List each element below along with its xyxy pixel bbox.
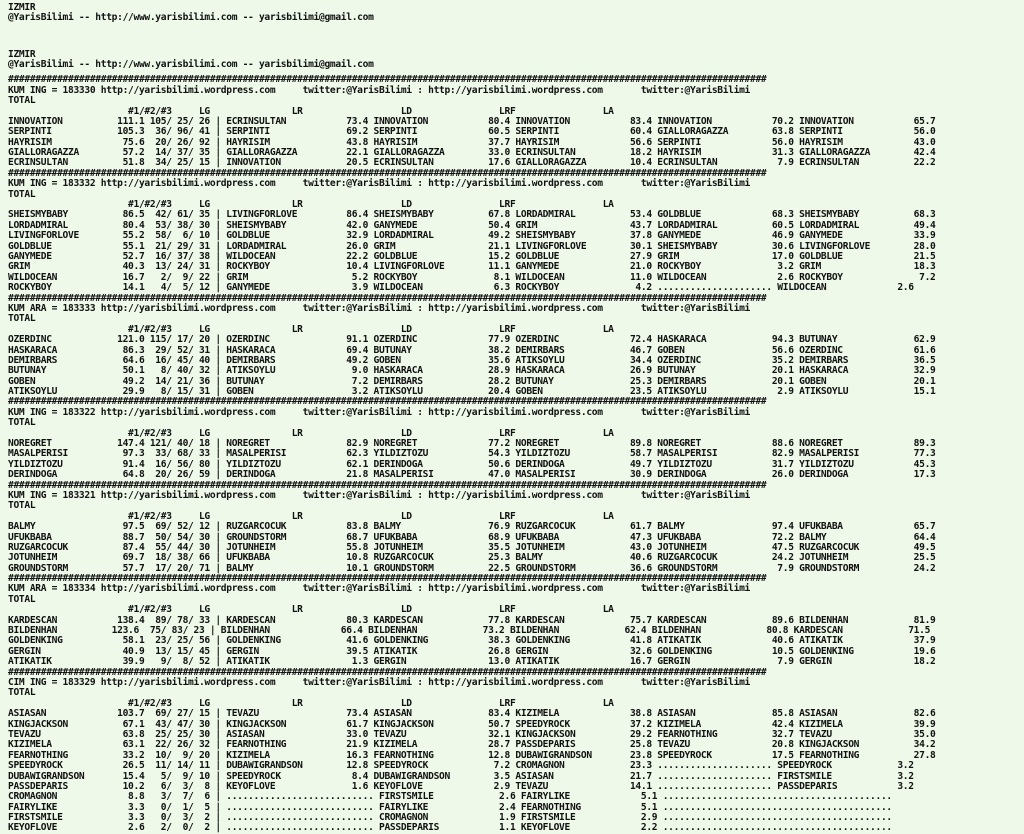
separator-line: ########################################################################################################################################### xyxy=(8,479,767,491)
result-row: DUBAWIGRANDSON 15.4 5/ 9/ 10 | SPEEDYROCK 8.4 DUBAWIGRANDSON 3.5 ASIASAN 21.7 ..................... FIRSTSMILE 3.2 xyxy=(8,770,914,782)
contact-line: @YarisBilimi -- http://www.yarisbilimi.com -- yarisbilimi@gmail.com xyxy=(8,58,374,70)
race-block xyxy=(8,294,1016,398)
result-row: MASALPERISI 97.3 33/ 68/ 33 | MASALPERISI 62.3 YILDIZTOZU 54.3 YILDIZTOZU 58.7 MASALPERISI 82.9 MASALPERISI 77.3 xyxy=(8,448,936,460)
race-block xyxy=(8,668,1016,834)
result-row: BALMY 97.5 69/ 52/ 12 | RUZGARCOCUK 83.8 BALMY 76.9 RUZGARCOCUK 61.7 BALMY 97.4 UFUKBABA 65.7 xyxy=(8,521,936,533)
separator-line: ########################################################################################################################################### xyxy=(8,396,767,408)
column-header: #1/#2/#3 LG LR LD LRF LA xyxy=(8,604,614,616)
race-title: KUM ING = 183330 http://yarisbilimi.wordpress.com twitter:@YarisBilimi : http://yarisbilimi.wordpress.com twitter:@YarisBilimi xyxy=(8,84,751,96)
result-row: GOLDENKING 58.1 23/ 25/ 56 | GOLDENKING 41.6 GOLDENKING 38.3 GOLDENKING 41.8 ATIKATIK 40.6 ATIKATIK 37.9 xyxy=(8,635,936,647)
result-row: GIALLORAGAZZA 57.2 14/ 37/ 35 | GIALLORAGAZZA 22.1 GIALLORAGAZZA 33.0 ECRINSULTAN 18.2 HAYRISIM 31.3 GIALLORAGAZZA 42.4 xyxy=(8,147,936,159)
result-row: NOREGRET 147.4 121/ 40/ 18 | NOREGRET 82.9 NOREGRET 77.2 NOREGRET 89.8 NOREGRET 88.6 NOREGRET 89.3 xyxy=(8,438,936,450)
result-row: GOLDBLUE 55.1 21/ 29/ 31 | LORDADMIRAL 26.0 GRIM 21.1 LIVINGFORLOVE 30.1 SHEISMYBABY 30.6 LIVINGFORLOVE 28.0 xyxy=(8,240,936,252)
result-row: OZERDINC 121.0 115/ 17/ 20 | OZERDINC 91.1 OZERDINC 77.9 OZERDINC 72.4 HASKARACA 94.3 BUTUNAY 62.9 xyxy=(8,334,936,346)
result-row: SHEISMYBABY 86.5 42/ 61/ 35 | LIVINGFORLOVE 86.4 SHEISMYBABY 67.8 LORDADMIRAL 53.4 GOLDBLUE 68.3 SHEISMYBABY 68.3 xyxy=(8,209,936,221)
result-row: DERINDOGA 64.8 20/ 26/ 59 | DERINDOGA 21.8 MASALPERISI 47.0 MASALPERISI 30.9 DERINDOGA 26.0 DERINDOGA 17.3 xyxy=(8,469,936,481)
column-header: #1/#2/#3 LG LR LD LRF LA xyxy=(8,199,614,211)
city-title: IZMIR xyxy=(8,2,36,13)
separator-line: ########################################################################################################################################### xyxy=(8,167,767,179)
race-block xyxy=(8,397,1016,480)
contact-line: @YarisBilimi -- http://www.yarisbilimi.com -- yarisbilimi@gmail.com xyxy=(8,12,374,24)
result-row: PASSDEPARIS 10.2 6/ 3/ 8 | KEYOFLOVE 1.6 KEYOFLOVE 2.9 TEVAZU 14.1 ..................... PASSDEPARIS 3.2 xyxy=(8,780,914,792)
result-row: FIRSTSMILE 3.3 0/ 3/ 2 | ........................... CROMAGNON 1.9 FIRSTSMILE 2.9 .......................................... xyxy=(8,812,892,824)
race-title: KUM ING = 183332 http://yarisbilimi.wordpress.com twitter:@YarisBilimi : http://yarisbilimi.wordpress.com twitter:@YarisBilimi xyxy=(8,178,751,190)
separator-line: ########################################################################################################################################### xyxy=(8,74,767,86)
result-row: WILDOCEAN 16.7 2/ 9/ 22 | GRIM 5.2 ROCKYBOY 8.1 WILDOCEAN 11.0 WILDOCEAN 2.6 ROCKYBOY 7.2 xyxy=(8,271,936,283)
result-row: KINGJACKSON 67.1 43/ 47/ 30 | KINGJACKSON 61.7 KINGJACKSON 50.7 SPEEDYROCK 37.2 KIZIMELA 42.4 KIZIMELA 39.9 xyxy=(8,718,936,730)
column-header: #1/#2/#3 LG LR LD LRF LA xyxy=(8,105,614,117)
result-row: BILDENHAN 123.6 75/ 83/ 23 | BILDENHAN 66.4 BILDENHAN 73.2 BILDENHAN 62.4 BILDENHAN 80.8 KARDESCAN 71.5 xyxy=(8,625,931,637)
result-row: JOTUNHEIM 69.7 18/ 38/ 66 | UFUKBABA 10.8 RUZGARCOCUK 25.3 BALMY 40.6 RUZGARCOCUK 24.2 JOTUNHEIM 25.5 xyxy=(8,552,936,564)
separator-line: ########################################################################################################################################### xyxy=(8,573,767,585)
header-block-2 xyxy=(8,50,1016,71)
result-row: ECRINSULTAN 51.8 34/ 25/ 15 | INNOVATION 20.5 ECRINSULTAN 17.6 GIALLORAGAZZA 10.4 ECRINSULTAN 7.9 ECRINSULTAN 22.2 xyxy=(8,157,936,169)
separator-line: ########################################################################################################################################### xyxy=(8,666,767,678)
result-row: HASKARACA 86.3 29/ 52/ 31 | HASKARACA 69.4 BUTUNAY 38.2 DEMIRBARS 46.7 GOBEN 56.6 OZERDINC 61.6 xyxy=(8,344,936,356)
result-row: GROUNDSTORM 57.7 17/ 20/ 71 | BALMY 10.1 GROUNDSTORM 22.5 GROUNDSTORM 36.6 GROUNDSTORM 7.9 GROUNDSTORM 24.2 xyxy=(8,562,936,574)
result-row: YILDIZTOZU 91.4 16/ 56/ 80 | YILDIZTOZU 62.1 DERINDOGA 50.6 DERINDOGA 49.7 YILDIZTOZU 31.7 YILDIZTOZU 45.3 xyxy=(8,458,936,470)
race-block xyxy=(8,574,1016,668)
race-block xyxy=(8,75,1016,169)
result-row: GOBEN 49.2 14/ 21/ 36 | BUTUNAY 7.2 DEMIRBARS 28.2 BUTUNAY 25.3 DEMIRBARS 20.1 GOBEN 20.1 xyxy=(8,375,936,387)
result-row: BUTUNAY 50.1 8/ 40/ 32 | ATIKSOYLU 9.0 HASKARACA 28.9 HASKARACA 26.9 BUTUNAY 20.1 HASKARACA 32.9 xyxy=(8,365,936,377)
column-header: #1/#2/#3 LG LR LD LRF LA xyxy=(8,697,614,709)
race-title: KUM ING = 183321 http://yarisbilimi.wordpress.com twitter:@YarisBilimi : http://yarisbilimi.wordpress.com twitter:@YarisBilimi xyxy=(8,489,751,501)
result-row: CROMAGNON 8.8 3/ 7/ 6 | ........................... FIRSTSMILE 2.6 FAIRYLIKE 5.1 .......................................... xyxy=(8,791,892,803)
race-title: KUM ARA = 183333 http://yarisbilimi.wordpress.com twitter:@YarisBilimi : http://yarisbilimi.wordpress.com twitter:@YarisBilimi xyxy=(8,302,751,314)
result-row: KEYOFLOVE 2.6 2/ 0/ 2 | ........................... PASSDEPARIS 1.1 KEYOFLOVE 2.2 .......................................... xyxy=(8,822,892,834)
result-row: SPEEDYROCK 26.5 11/ 14/ 11 | DUBAWIGRANDSON 12.8 SPEEDYROCK 7.2 CROMAGNON 23.3 ..................... SPEEDYROCK 3.2 xyxy=(8,760,914,772)
result-row: INNOVATION 111.1 105/ 25/ 26 | ECRINSULTAN 73.4 INNOVATION 80.4 INNOVATION 83.4 INNOVATION 70.2 INNOVATION 65.7 xyxy=(8,115,936,127)
total-header: TOTAL xyxy=(8,188,36,200)
total-header: TOTAL xyxy=(8,500,36,512)
race-title: KUM ARA = 183334 http://yarisbilimi.wordpress.com twitter:@YarisBilimi : http://yarisbilimi.wordpress.com twitter:@YarisBilimi xyxy=(8,583,751,595)
race-block xyxy=(8,169,1016,294)
result-row: DEMIRBARS 64.6 16/ 45/ 40 | DEMIRBARS 49.2 GOBEN 35.6 ATIKSOYLU 34.4 OZERDINC 35.2 DEMIRBARS 36.5 xyxy=(8,354,936,366)
result-row: GANYMEDE 52.7 16/ 37/ 38 | WILDOCEAN 22.2 GOLDBLUE 15.2 GOLDBLUE 27.9 GRIM 17.0 GOLDBLUE 21.5 xyxy=(8,250,936,262)
result-row: TEVAZU 63.8 25/ 25/ 30 | ASIASAN 33.0 TEVAZU 32.1 KINGJACKSON 29.2 FEARNOTHING 32.7 TEVAZU 35.0 xyxy=(8,728,936,740)
race-block xyxy=(8,481,1016,575)
result-row: ROCKYBOY 14.1 4/ 5/ 12 | GANYMEDE 3.9 WILDOCEAN 6.3 ROCKYBOY 4.2 ..................... WILDOCEAN 2.6 xyxy=(8,282,914,294)
result-row: RUZGARCOCUK 87.4 55/ 44/ 30 | JOTUNHEIM 55.8 JOTUNHEIM 35.5 JOTUNHEIM 43.0 JOTUNHEIM 47.5 RUZGARCOCUK 49.5 xyxy=(8,541,936,553)
result-row: LIVINGFORLOVE 55.2 58/ 6/ 10 | GOLDBLUE 32.9 LORDADMIRAL 49.2 SHEISMYBABY 37.8 GANYMEDE 46.9 GANYMEDE 33.9 xyxy=(8,230,936,242)
race-title: KUM ING = 183322 http://yarisbilimi.wordpress.com twitter:@YarisBilimi : http://yarisbilimi.wordpress.com twitter:@YarisBilimi xyxy=(8,406,751,418)
result-row: KARDESCAN 138.4 89/ 78/ 33 | KARDESCAN 80.3 KARDESCAN 77.8 KARDESCAN 75.7 KARDESCAN 89.6 BILDENHAN 81.9 xyxy=(8,614,936,626)
result-row: FEARNOTHING 33.2 10/ 9/ 20 | KIZIMELA 16.3 FEARNOTHING 12.8 DUBAWIGRANDSON 23.8 SPEEDYROCK 17.5 FEARNOTHING 27.8 xyxy=(8,749,936,761)
result-row: GRIM 40.3 13/ 24/ 31 | ROCKYBOY 10.4 LIVINGFORLOVE 11.1 GANYMEDE 21.0 ROCKYBOY 3.2 GRIM 18.3 xyxy=(8,261,936,273)
total-header: TOTAL xyxy=(8,417,36,429)
result-row: KIZIMELA 63.1 22/ 26/ 32 | FEARNOTHING 21.9 KIZIMELA 28.7 PASSDEPARIS 25.8 TEVAZU 20.8 KINGJACKSON 34.2 xyxy=(8,739,936,751)
total-header: TOTAL xyxy=(8,687,36,699)
column-header: #1/#2/#3 LG LR LD LRF LA xyxy=(8,427,614,439)
result-row: ASIASAN 103.7 69/ 27/ 15 | TEVAZU 73.4 ASIASAN 83.4 KIZIMELA 38.8 ASIASAN 85.8 ASIASAN 82.6 xyxy=(8,708,936,720)
race-title: CIM ING = 183329 http://yarisbilimi.wordpress.com twitter:@YarisBilimi : http://yarisbilimi.wordpress.com twitter:@YarisBilimi xyxy=(8,677,751,688)
race-list xyxy=(8,75,1016,834)
result-row: LORDADMIRAL 80.4 53/ 38/ 30 | SHEISMYBABY 42.0 GANYMEDE 50.4 GRIM 43.7 LORDADMIRAL 60.5 LORDADMIRAL 49.4 xyxy=(8,219,936,231)
column-header: #1/#2/#3 LG LR LD LRF LA xyxy=(8,510,614,522)
result-row: UFUKBABA 88.7 50/ 54/ 30 | GROUNDSTORM 68.7 UFUKBABA 68.9 UFUKBABA 47.3 UFUKBABA 72.2 BALMY 64.4 xyxy=(8,531,936,543)
result-row: FAIRYLIKE 3.3 0/ 1/ 5 | ........................... FAIRYLIKE 2.4 FEARNOTHING 5.1 .......................................... xyxy=(8,801,892,813)
city-title: IZMIR xyxy=(8,48,36,60)
column-header: #1/#2/#3 LG LR LD LRF LA xyxy=(8,323,614,335)
result-row: GERGIN 40.9 13/ 15/ 45 | GERGIN 39.5 ATIKATIK 26.8 GERGIN 32.6 GOLDENKING 10.5 GOLDENKING 19.6 xyxy=(8,645,936,657)
separator-line: ########################################################################################################################################### xyxy=(8,292,767,304)
result-row: HAYRISIM 75.6 20/ 26/ 92 | HAYRISIM 43.8 HAYRISIM 37.7 HAYRISIM 56.6 SERPINTI 56.0 HAYRISIM 43.0 xyxy=(8,136,936,148)
total-header: TOTAL xyxy=(8,593,36,605)
result-row: ATIKATIK 39.9 9/ 8/ 52 | ATIKATIK 1.3 GERGIN 13.0 ATIKATIK 16.7 GERGIN 7.9 GERGIN 18.2 xyxy=(8,656,936,668)
header-block-1 xyxy=(8,3,1016,24)
result-row: SERPINTI 105.3 36/ 96/ 41 | SERPINTI 69.2 SERPINTI 60.5 SERPINTI 60.4 GIALLORAGAZZA 63.8 SERPINTI 56.0 xyxy=(8,126,936,138)
result-row: ATIKSOYLU 29.9 8/ 15/ 31 | GOBEN 3.2 ATIKSOYLU 20.4 GOBEN 23.5 ATIKSOYLU 2.9 ATIKSOYLU 15.1 xyxy=(8,386,936,398)
total-header: TOTAL xyxy=(8,95,36,107)
total-header: TOTAL xyxy=(8,313,36,325)
